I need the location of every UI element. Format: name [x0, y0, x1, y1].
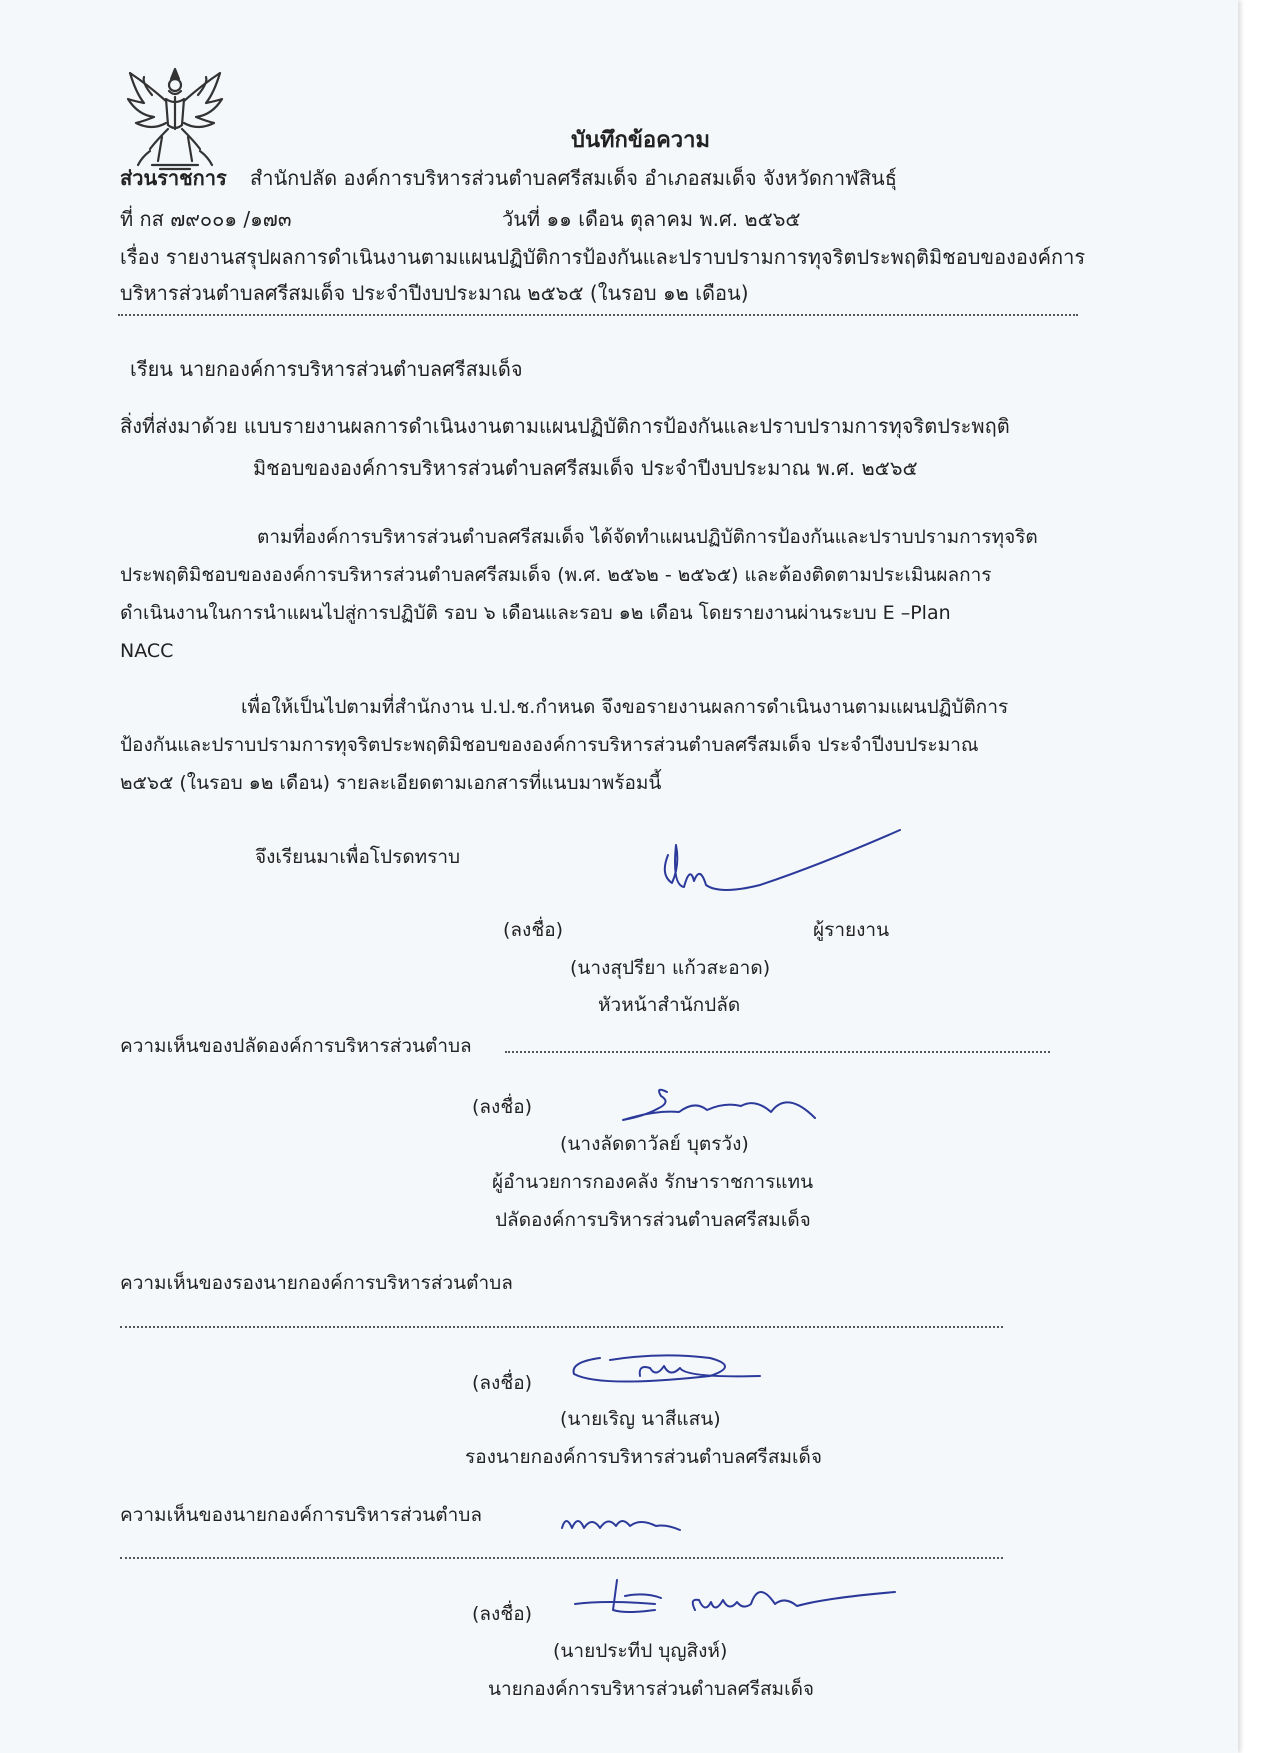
paragraph-1-line-1: ตามที่องค์การบริหารส่วนตำบลศรีสมเด็จ ได้จัดทำแผนปฏิบัติการป้องกันและปราบปรามการทุจริต: [257, 526, 1038, 548]
opinion3-sign-label: (ลงชื่อ): [472, 1603, 533, 1625]
subject-line-2: บริหารส่วนตำบลศรีสมเด็จ ประจำปีงบประมาณ ๒๕๖๕ (ในรอบ ๑๒ เดือน): [120, 281, 749, 305]
signature-opinion1: [615, 1082, 825, 1132]
opinion1-position-1: ผู้อำนวยการกองคลัง รักษาราชการแทน: [492, 1171, 814, 1193]
closing-text: จึงเรียนมาเพื่อโปรดทราบ: [255, 846, 461, 868]
enclosure-line-1: สิ่งที่ส่งมาด้วย แบบรายงานผลการดำเนินงานตามแผนปฏิบัติการป้องกันและปราบปรามการทุจริตประพฤติ: [120, 414, 1010, 438]
signature-opinion3-note: [556, 1504, 686, 1544]
opinion1-name: (นางลัดดาวัลย์ บุตรวัง): [560, 1133, 749, 1155]
opinion1-position-2: ปลัดองค์การบริหารส่วนตำบลศรีสมเด็จ: [495, 1209, 811, 1231]
agency-label: ส่วนราชการ: [120, 166, 227, 190]
garuda-emblem-icon: [122, 65, 228, 173]
salutation: เรียน นายกองค์การบริหารส่วนตำบลศรีสมเด็จ: [130, 357, 523, 381]
signer1-position: หัวหน้าสำนักปลัด: [598, 994, 741, 1016]
opinion3-position: นายกองค์การบริหารส่วนตำบลศรีสมเด็จ: [488, 1678, 815, 1700]
paragraph-2-line-1: เพื่อให้เป็นไปตามที่สำนักงาน ป.ป.ช.กำหนด จึงขอรายงานผลการดำเนินงานตามแผนปฏิบัติการ: [241, 696, 1009, 718]
opinion3-label: ความเห็นของนายกองค์การบริหารส่วนตำบล: [120, 1504, 482, 1526]
paragraph-2-line-3: ๒๕๖๕ (ในรอบ ๑๒ เดือน) รายละเอียดตามเอกสารที่แนบมาพร้อมนี้: [120, 772, 662, 794]
header-divider: [118, 314, 1078, 316]
agency-value: สำนักปลัด องค์การบริหารส่วนตำบลศรีสมเด็จ อำเภอสมเด็จ จังหวัดกาฬสินธุ์: [250, 166, 897, 190]
signer1-sign-label: (ลงชื่อ): [503, 919, 564, 941]
opinion1-sign-label: (ลงชื่อ): [472, 1096, 533, 1118]
opinion1-dotted-line: [505, 1051, 1050, 1053]
opinion3-dotted-line: [120, 1557, 1003, 1559]
paragraph-1-line-4: NACC: [120, 640, 174, 662]
signature-opinion2: [560, 1348, 790, 1398]
opinion2-sign-label: (ลงชื่อ): [472, 1372, 533, 1394]
opinion2-dotted-line: [120, 1326, 1003, 1328]
opinion2-position: รองนายกองค์การบริหารส่วนตำบลศรีสมเด็จ: [465, 1446, 822, 1468]
enclosure-line-2: มิชอบขององค์การบริหารส่วนตำบลศรีสมเด็จ ประจำปีงบประมาณ พ.ศ. ๒๕๖๕: [253, 456, 918, 480]
signer1-role: ผู้รายงาน: [813, 919, 890, 941]
opinion2-label: ความเห็นของรองนายกองค์การบริหารส่วนตำบล: [120, 1272, 513, 1294]
opinion1-label: ความเห็นของปลัดองค์การบริหารส่วนตำบล: [120, 1035, 472, 1057]
paragraph-2-line-2: ป้องกันและปราบปรามการทุจริตประพฤติมิชอบขององค์การบริหารส่วนตำบลศรีสมเด็จ ประจำปีงบประมาณ: [120, 734, 979, 756]
subject-line-1: เรื่อง รายงานสรุปผลการดำเนินงานตามแผนปฏิบัติการป้องกันและปราบปรามการทุจริตประพฤติมิชอบขององค์การ: [120, 245, 1086, 269]
opinion3-name: (นายประทีป บุญสิงห์): [553, 1640, 728, 1662]
paragraph-1-line-2: ประพฤติมิชอบขององค์การบริหารส่วนตำบลศรีสมเด็จ (พ.ศ. ๒๕๖๒ - ๒๕๖๕) และต้องติดตามประเมินผลการ: [120, 564, 992, 586]
memo-title: บันทึกข้อความ: [571, 128, 711, 153]
signer1-name: (นางสุปรียา แก้วสะอาด): [570, 957, 771, 979]
reference-number: ที่ กส ๗๙๐๐๑ /๑๗๓: [120, 207, 292, 231]
signature-opinion3: [565, 1570, 905, 1640]
paragraph-1-line-3: ดำเนินงานในการนำแผนไปสู่การปฏิบัติ รอบ ๖ เดือนและรอบ ๑๒ เดือน โดยรายงานผ่านระบบ E –Plan: [120, 602, 951, 624]
memo-date: วันที่ ๑๑ เดือน ตุลาคม พ.ศ. ๒๕๖๕: [502, 207, 801, 231]
opinion2-name: (นายเริญ นาสีแสน): [560, 1408, 721, 1430]
